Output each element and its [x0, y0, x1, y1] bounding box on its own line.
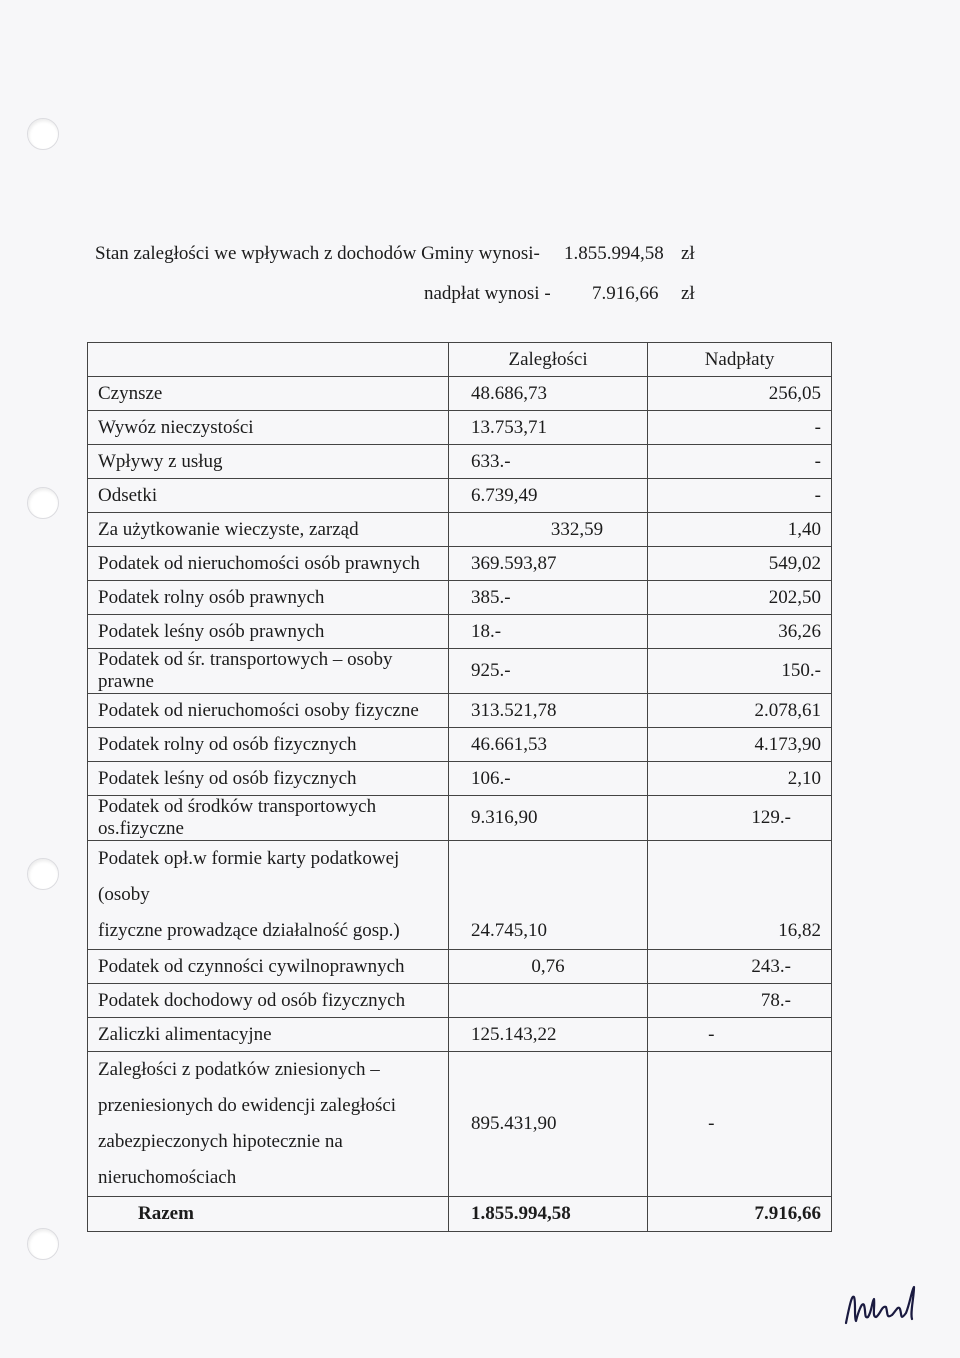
row-label-line: Zaległości z podatków zniesionych – [98, 1059, 380, 1080]
summary-overpayment-label: nadpłat wynosi - [424, 283, 551, 304]
row-label: Zaliczki alimentacyjne [88, 1018, 449, 1052]
row-overpayment: 4.173,90 [648, 728, 832, 762]
table-row [88, 762, 832, 796]
row-overpayment: 1,40 [648, 513, 832, 547]
row-label: Odsetki [88, 479, 449, 513]
header-overpayments: Nadpłaty [648, 343, 832, 377]
table-row [88, 984, 832, 1018]
row-arrears: 332,59 [449, 513, 648, 547]
punch-hole [27, 858, 59, 890]
row-label-line: nieruchomościach [98, 1167, 237, 1188]
row-label-line: zabezpieczonych hipotecznie na [98, 1131, 343, 1152]
punch-hole [27, 487, 59, 519]
row-label-line: przeniesionych do ewidencji zaległości [98, 1095, 397, 1116]
table-row [88, 841, 832, 950]
row-arrears: 9.316,90 [449, 796, 648, 841]
row-arrears: 633.- [449, 445, 648, 479]
punch-hole [27, 118, 59, 150]
row-arrears: 369.593,87 [449, 547, 648, 581]
row-overpayment: 243.- [648, 950, 832, 984]
row-overpayment: 78.- [648, 984, 832, 1018]
row-overpayment: 36,26 [648, 615, 832, 649]
table-row [88, 445, 832, 479]
table-header-row [88, 343, 832, 377]
row-label: Czynsze [88, 377, 449, 411]
row-overpayment: - [648, 1018, 832, 1052]
row-label: Podatek rolny od osób fizycznych [88, 728, 449, 762]
row-label: Podatek dochodowy od osób fizycznych [88, 984, 449, 1018]
row-overpayment: 150.- [648, 649, 832, 694]
row-overpayment: - [648, 1052, 832, 1197]
table-row [88, 950, 832, 984]
table-row [88, 615, 832, 649]
row-overpayment: 549,02 [648, 547, 832, 581]
table-row [88, 513, 832, 547]
row-label: Wpływy z usług [88, 445, 449, 479]
total-row [88, 1197, 832, 1232]
row-overpayment: 2,10 [648, 762, 832, 796]
row-label: Podatek rolny osób prawnych [88, 581, 449, 615]
table-row [88, 411, 832, 445]
row-arrears: 13.753,71 [449, 411, 648, 445]
table-row [88, 547, 832, 581]
row-label: Podatek leśny od osób fizycznych [88, 762, 449, 796]
row-arrears: 0,76 [449, 950, 648, 984]
row-label: Za użytkowanie wieczyste, zarząd [88, 513, 449, 547]
summary-arrears-value: 1.855.994,58 [564, 243, 664, 264]
header-arrears: Zaległości [449, 343, 648, 377]
row-label [88, 1052, 449, 1197]
row-overpayment: - [648, 445, 832, 479]
row-overpayment: - [648, 479, 832, 513]
table-row [88, 796, 832, 841]
row-arrears: 46.661,53 [449, 728, 648, 762]
row-label: Podatek od środków transportowych os.fizyczne [88, 796, 449, 841]
row-overpayment: 256,05 [648, 377, 832, 411]
table-row [88, 649, 832, 694]
row-overpayment: 129.- [648, 796, 832, 841]
row-label: Podatek leśny osób prawnych [88, 615, 449, 649]
row-label: Wywóz nieczystości [88, 411, 449, 445]
summary-arrears-unit: zł [681, 243, 695, 264]
table-row [88, 1018, 832, 1052]
row-arrears: 925.- [449, 649, 648, 694]
table-row [88, 728, 832, 762]
table-row [88, 1052, 832, 1197]
row-arrears: 385.- [449, 581, 648, 615]
row-arrears: 48.686,73 [449, 377, 648, 411]
total-label: Razem [88, 1197, 449, 1232]
summary-overpayment-value: 7.916,66 [592, 283, 659, 304]
row-arrears: 6.739,49 [449, 479, 648, 513]
row-label [88, 841, 449, 950]
row-label: Podatek od nieruchomości osoby fizyczne [88, 694, 449, 728]
row-label: Podatek od czynności cywilnoprawnych [88, 950, 449, 984]
summary-arrears-label: Stan zaległości we wpływach z dochodów Gminy wynosi- [95, 243, 540, 264]
table-row [88, 377, 832, 411]
arrears-table [87, 342, 832, 1232]
row-arrears: 895.431,90 [449, 1052, 648, 1197]
row-arrears: 18.- [449, 615, 648, 649]
row-label: Podatek od śr. transportowych – osoby prawne [88, 649, 449, 694]
row-label: Podatek od nieruchomości osób prawnych [88, 547, 449, 581]
row-arrears: 24.745,10 [449, 841, 648, 950]
table-row [88, 694, 832, 728]
table-row [88, 581, 832, 615]
header-category [88, 343, 449, 377]
row-overpayment: - [648, 411, 832, 445]
table-row [88, 479, 832, 513]
summary-overpayment-unit: zł [681, 283, 695, 304]
total-overpayment: 7.916,66 [648, 1197, 832, 1232]
row-overpayment: 16,82 [648, 841, 832, 950]
row-arrears: 106.- [449, 762, 648, 796]
row-label-line: Podatek opł.w formie karty podatkowej (osoby [98, 848, 400, 905]
row-label-line: fizyczne prowadzące działalność gosp.) [98, 920, 400, 941]
row-overpayment: 202,50 [648, 581, 832, 615]
row-arrears: 125.143,22 [449, 1018, 648, 1052]
row-arrears: 313.521,78 [449, 694, 648, 728]
row-overpayment: 2.078,61 [648, 694, 832, 728]
total-arrears: 1.855.994,58 [449, 1197, 648, 1232]
handwritten-signature [842, 1283, 922, 1333]
punch-hole [27, 1228, 59, 1260]
row-arrears [449, 984, 648, 1018]
